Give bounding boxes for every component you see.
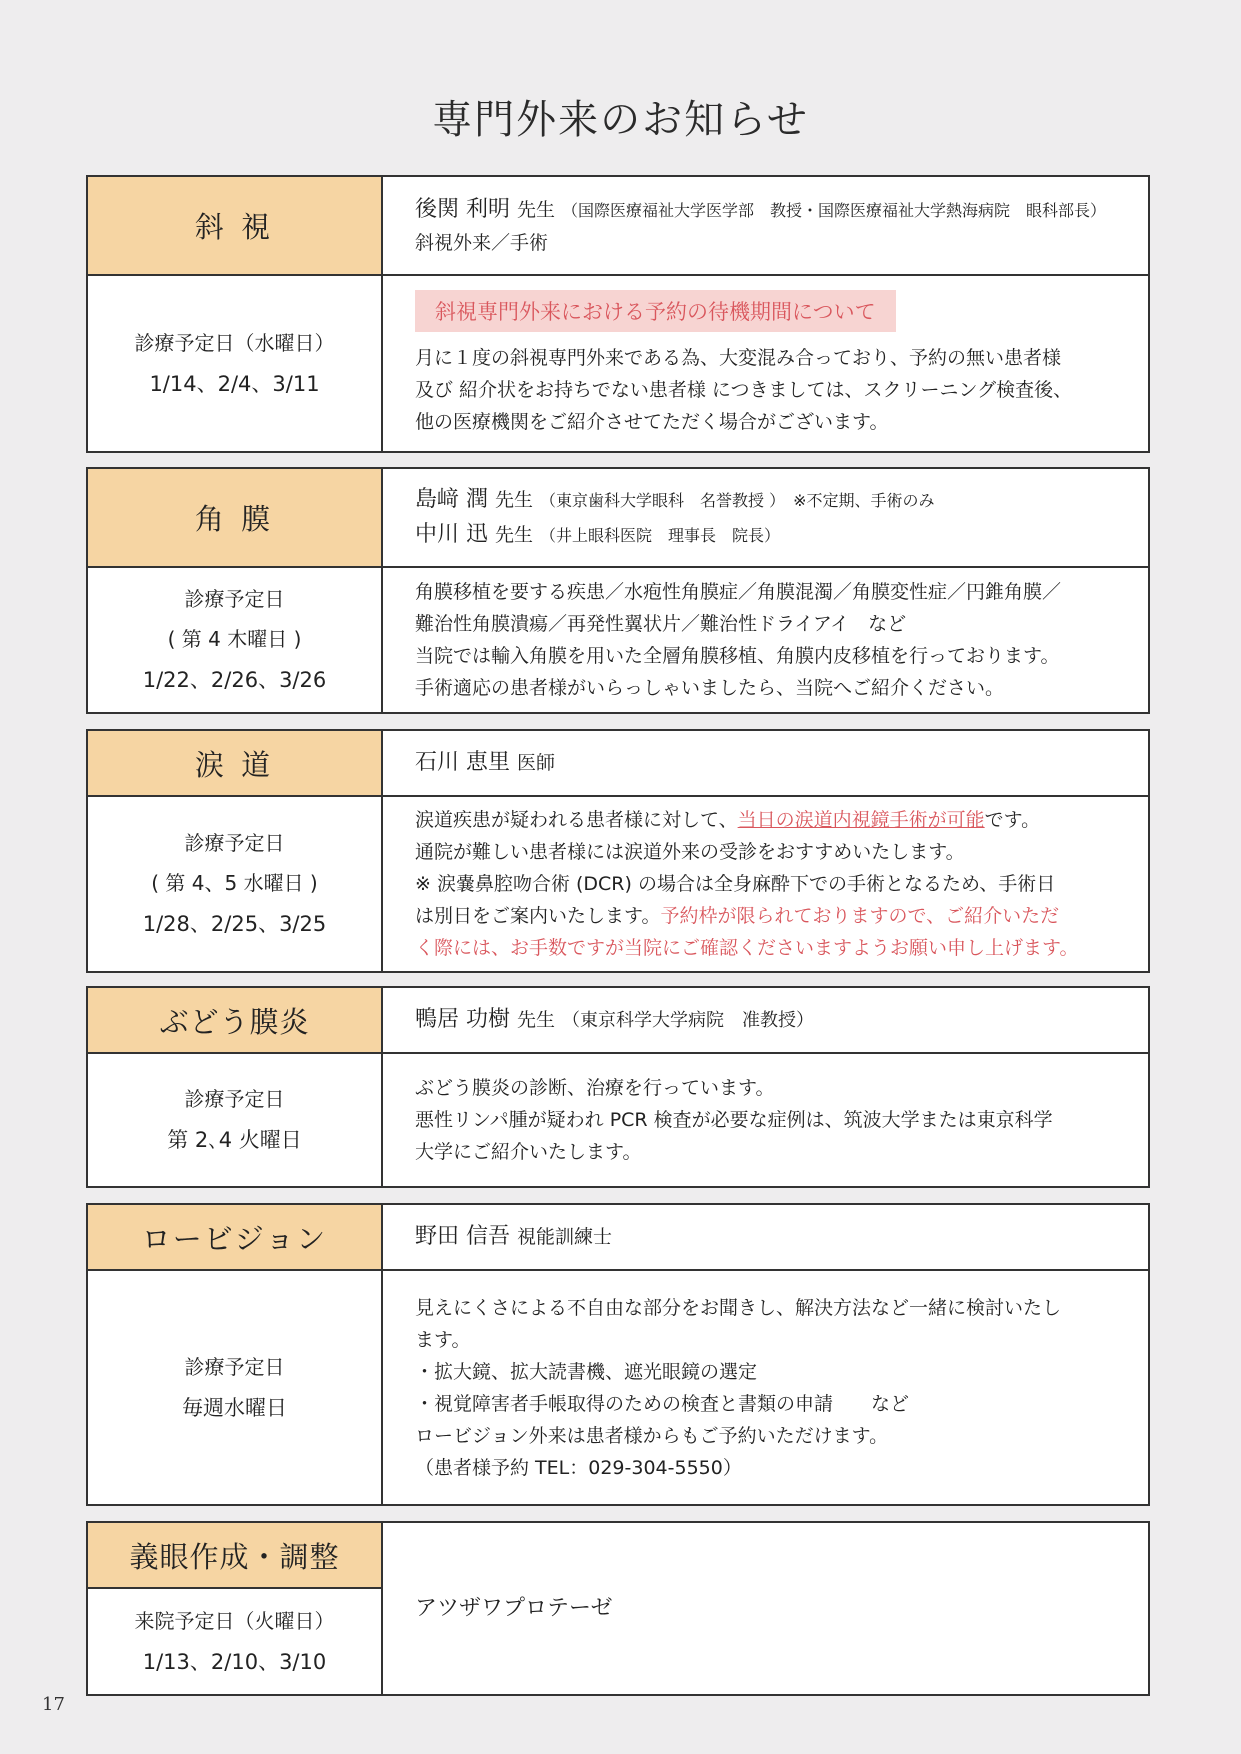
doctor-name: 島﨑 潤 <box>415 486 488 512</box>
description-cell <box>383 797 1148 971</box>
waiting-period-notice: 斜視専門外来における予約の待機期間について <box>415 290 896 332</box>
doctor-line <box>415 518 1118 553</box>
body-line: 月に１度の斜視専門外来である為、大変混み合っており、予約の無い患者様 <box>415 346 1062 369</box>
doctor-honorific: 先生 <box>517 199 556 221</box>
page-number: 17 <box>42 1694 65 1715</box>
page-title: 専門外来のお知らせ <box>432 97 809 143</box>
description-cell <box>383 1271 1148 1504</box>
doctor-info <box>383 177 1148 274</box>
provider-name: アツザワプロテーゼ <box>415 1595 613 1621</box>
body-line: ます。 <box>415 1328 471 1351</box>
description-cell <box>383 276 1148 451</box>
doctor-info <box>383 469 1148 566</box>
doctor-honorific: 医師 <box>517 752 556 774</box>
highlight-text: 当日の涙道内視鏡手術が可能 <box>737 809 985 831</box>
schedule-dates: 1/13、2/10、3/10 <box>142 1649 327 1674</box>
doctor-line <box>415 483 1118 518</box>
doctor-line <box>415 1003 1118 1038</box>
category-cell <box>88 1523 381 1589</box>
category-cell <box>88 1205 383 1269</box>
section-lowvision <box>86 1203 1150 1506</box>
category-cell <box>88 177 383 274</box>
description-cell <box>383 568 1148 712</box>
schedule-cell <box>88 276 383 451</box>
doctor-affiliation: （国際医療福祉大学医学部 教授・国際医療福祉大学熱海病院 眼科部長） <box>562 201 1107 220</box>
description-cell <box>383 1054 1148 1186</box>
schedule-dates: 1/14、2/4、3/11 <box>149 371 320 396</box>
doctor-info <box>383 731 1148 795</box>
schedule-cell <box>88 1054 383 1186</box>
doctor-honorific: 先生 <box>495 488 534 511</box>
doctor-name: 後関 利明 <box>415 197 510 222</box>
body-line: く際には、お手数ですが当院にご確認くださいますようお願い申し上げます。 <box>415 937 1079 959</box>
doctor-info <box>383 1205 1148 1269</box>
body-line: 当院では輸入角膜を用いた全層角膜移植、角膜内皮移植を行っております。 <box>415 645 1060 667</box>
schedule-day: ( 第 4 木曜日 ) <box>167 627 302 651</box>
doctor-name: 石川 恵里 <box>415 750 510 775</box>
body-line: 及び 紹介状をお持ちでない患者様 につきましては、スクリーニング検査後、 <box>415 378 1073 401</box>
schedule-cell <box>88 568 383 712</box>
doctor-honorific: 先生 <box>517 1008 556 1031</box>
phone-line: （患者様予約 TEL：029-304-5550） <box>415 1456 742 1479</box>
schedule-dates: 1/22、2/26、3/26 <box>142 668 327 692</box>
category-cell <box>88 731 383 795</box>
section-kakumaku <box>86 467 1150 714</box>
body-line: ロービジョン外来は患者様からもご予約いただけます。 <box>415 1424 889 1447</box>
body-text: 涙道疾患が疑われる患者様に対して、 <box>415 809 738 831</box>
doctor-affiliation: （井上眼科医院 理事長 院長） <box>540 525 781 545</box>
schedule-label: 診療予定日（水曜日） <box>134 330 335 355</box>
category-label: 角 膜 <box>194 502 275 536</box>
category-label: 涙 道 <box>194 747 275 782</box>
body-line: ぶどう膜炎の診断、治療を行っています。 <box>415 1077 775 1099</box>
body-line: 悪性リンパ腫が疑われ PCR 検査が必要な症例は、筑波大学または東京科学 <box>415 1109 1053 1131</box>
category-cell <box>88 988 383 1052</box>
body-line: ・視覚障害者手帳取得のための検査と書類の申請 など <box>415 1392 910 1415</box>
section-shashi <box>86 175 1150 453</box>
category-label: 斜 視 <box>194 210 275 244</box>
schedule-label: 来院予定日（火曜日） <box>134 1608 335 1633</box>
highlight-text: 予約枠が限られておりますので、ご紹介いただ <box>660 905 1060 927</box>
schedule-label: 診療予定日 <box>184 1354 285 1379</box>
doctor-line <box>415 1220 1118 1254</box>
left-column <box>88 1523 383 1694</box>
schedule-dates: 1/28、2/25、3/25 <box>142 912 327 936</box>
body-line: 大学にご紹介いたします。 <box>415 1141 642 1163</box>
body-line: 他の医療機関をご紹介させてただく場合がございます。 <box>415 410 889 433</box>
schedule-label: 診療予定日 <box>184 1087 285 1111</box>
doctor-affiliation: （東京科学大学病院 准教授） <box>562 1009 815 1031</box>
doctor-line <box>415 746 1118 780</box>
body-line: 難治性角膜潰瘍／再発性翼状片／難治性ドライアイ など <box>415 613 907 635</box>
doctor-honorific: 視能訓練士 <box>517 1226 613 1248</box>
schedule-label: 診療予定日 <box>184 831 285 855</box>
schedule-cell <box>88 1271 383 1504</box>
body-line: 通院が難しい患者様には涙道外来の受診をおすすめいたします。 <box>415 841 965 863</box>
body-text: です。 <box>984 809 1041 831</box>
section-gigan <box>86 1521 1150 1696</box>
section-budou <box>86 986 1150 1188</box>
doctor-name: 鴨居 功樹 <box>415 1006 510 1032</box>
body-line <box>415 900 1118 932</box>
doctor-info <box>383 988 1148 1052</box>
category-cell <box>88 469 383 566</box>
doctor-affiliation: （東京歯科大学眼科 名誉教授 ） ※不定期、手術のみ <box>540 490 935 510</box>
schedule-day: ( 第 4、5 水曜日 ) <box>151 871 318 895</box>
body-line: 手術適応の患者様がいらっしゃいましたら、当院へご紹介ください。 <box>415 677 1005 699</box>
doctor-line <box>415 193 1118 228</box>
specialty-label: 斜視外来／手術 <box>415 232 549 254</box>
doctor-honorific: 先生 <box>495 523 534 546</box>
body-line <box>415 804 1118 836</box>
schedule-cell <box>88 797 383 971</box>
doctor-name: 中川 迅 <box>415 521 488 547</box>
body-line: ・拡大鏡、拡大読書機、遮光眼鏡の選定 <box>415 1360 758 1383</box>
category-label: ぶどう膜炎 <box>159 1004 310 1039</box>
schedule-label: 診療予定日 <box>184 587 285 611</box>
category-label: 義眼作成・調整 <box>129 1539 340 1574</box>
body-line: ※ 涙嚢鼻腔吻合術 (DCR) の場合は全身麻酔下での手術となるため、手術日 <box>415 873 1056 895</box>
category-label: ロービジョン <box>141 1221 328 1256</box>
schedule-cell <box>88 1589 381 1694</box>
body-line: 角膜移植を要する疾患／水疱性角膜症／角膜混濁／角膜変性症／円錐角膜／ <box>415 581 1062 603</box>
body-line: 見えにくさによる不自由な部分をお聞きし、解決方法など一緒に検討いたし <box>415 1296 1062 1319</box>
body-text: は別日をご案内いたします。 <box>415 905 661 927</box>
schedule-dates: 第 2､4 火曜日 <box>167 1128 302 1152</box>
provider-cell <box>383 1523 1148 1694</box>
doctor-name: 野田 信吾 <box>415 1224 510 1249</box>
schedule-dates: 毎週水曜日 <box>182 1395 287 1420</box>
section-ruido <box>86 729 1150 973</box>
